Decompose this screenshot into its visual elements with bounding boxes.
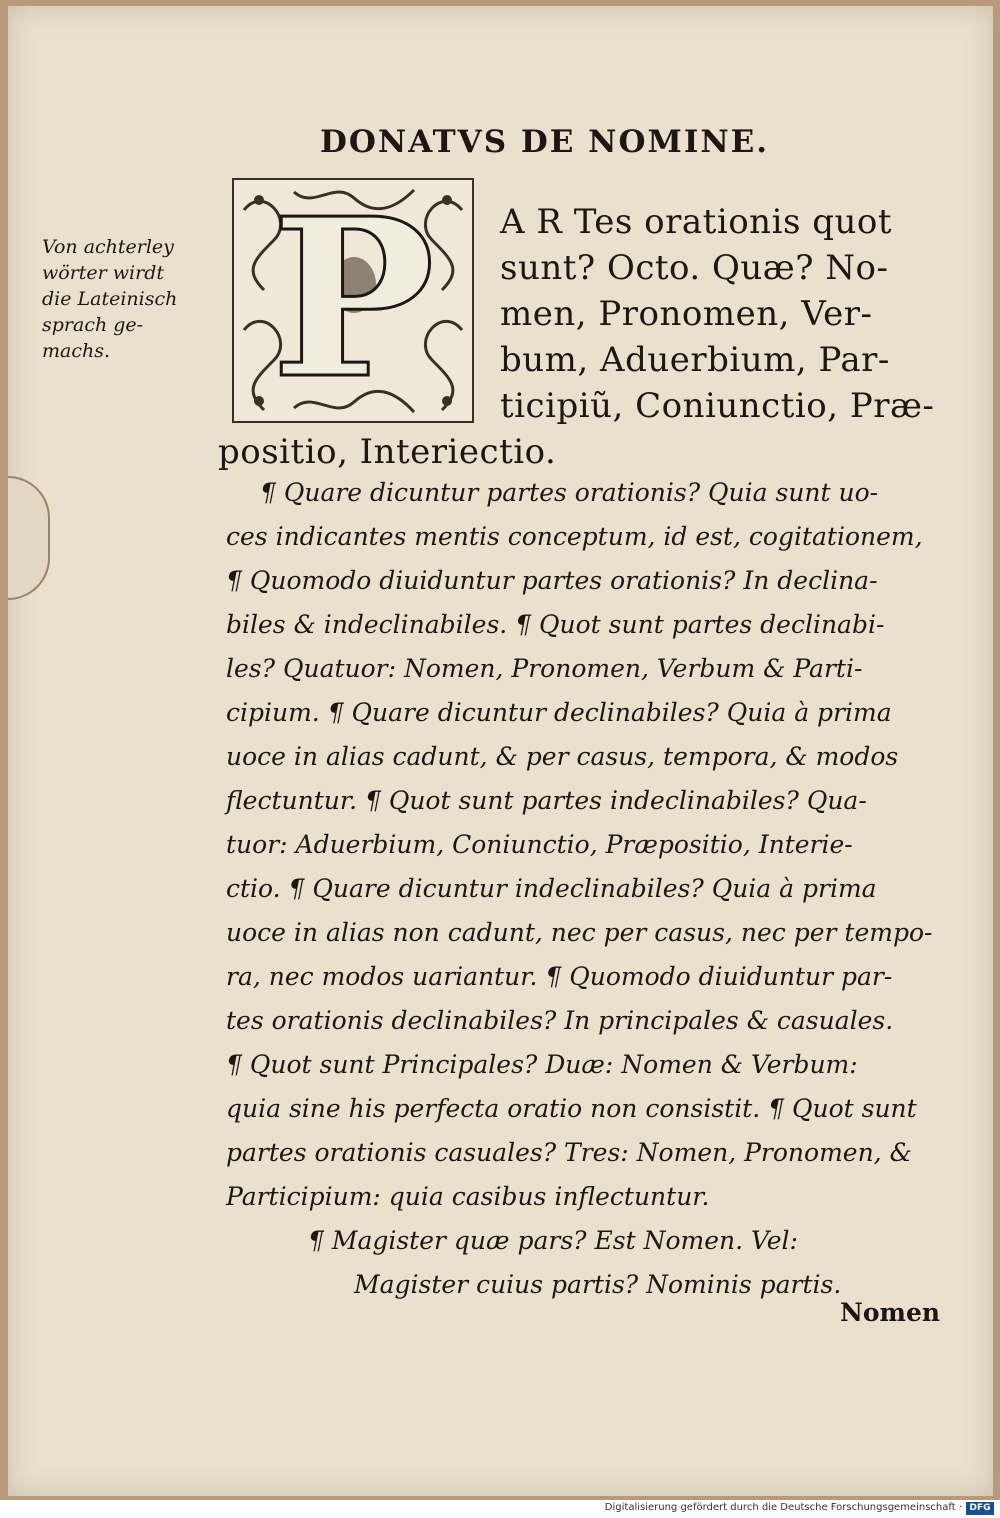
body-line: les? Quatuor: Nomen, Pronomen, Verbum & Parti- <box>226 654 863 683</box>
margin-note-line: die Lateinisch <box>42 288 178 310</box>
body-line: tuor: Aduerbium, Coniunctio, Præpositio, Interie- <box>226 830 853 859</box>
page-tab <box>8 476 50 600</box>
body-line: cipium. ¶ Quare dicuntur declinabiles? Quia à prima <box>226 698 892 727</box>
decorated-initial <box>232 171 474 427</box>
body-line: uoce in alias non cadunt, nec per casus, nec per tempo- <box>226 918 933 947</box>
credit-text: Digitalisierung gefördert durch die Deutsche Forschungsgemeinschaft · <box>604 1502 962 1513</box>
body-line: ¶ Quare dicuntur partes orationis? Quia sunt uo- <box>260 478 879 507</box>
opening-line: A R Tes orationis quot <box>500 202 893 242</box>
body-line: Participium: quia casibus inflectuntur. <box>226 1182 710 1211</box>
opening-line: sunt? Octo. Quæ? No- <box>500 248 889 288</box>
closing-line: Magister cuius partis? Nominis partis. <box>354 1270 842 1299</box>
margin-note <box>42 234 222 364</box>
digitization-credit-bar <box>0 1500 1000 1518</box>
body-line: ra, nec modos uariantur. ¶ Quomodo diuiduntur par- <box>226 962 893 991</box>
body-line: ces indicantes mentis conceptum, id est, cogitationem, <box>226 522 923 551</box>
opening-line: positio, Interiectio. <box>218 432 557 472</box>
body-line: flectuntur. ¶ Quot sunt partes indeclinabiles? Qua- <box>226 786 867 815</box>
body-line: uoce in alias cadunt, & per casus, tempora, & modos <box>226 742 899 771</box>
margin-note-line: machs. <box>42 340 111 362</box>
body-line: ¶ Quomodo diuiduntur partes orationis? In declina- <box>226 566 878 595</box>
catchword: Nomen <box>840 1298 941 1327</box>
opening-line: bum, Aduerbium, Par- <box>500 340 890 380</box>
margin-note-line: sprach ge- <box>42 314 144 336</box>
body-line: tes orationis declinabiles? In principales & casuales. <box>226 1006 894 1035</box>
margin-note-line: Von achterley <box>42 236 174 258</box>
body-line: ¶ Quot sunt Principales? Duæ: Nomen & Verbum: <box>226 1050 858 1079</box>
body-line: quia sine his perfecta oratio non consistit. ¶ Quot sunt <box>226 1094 917 1123</box>
opening-line: ticipiũ, Coniunctio, Præ- <box>500 386 935 426</box>
body-line: ctio. ¶ Quare dicuntur indeclinabiles? Quia à prima <box>226 874 877 903</box>
closing-line: ¶ Magister quæ pars? Est Nomen. Vel: <box>308 1226 798 1255</box>
opening-line: men, Pronomen, Ver- <box>500 294 873 334</box>
body-line: biles & indeclinabiles. ¶ Quot sunt partes declinabi- <box>226 610 885 639</box>
body-line: partes orationis casuales? Tres: Nomen, Pronomen, & <box>226 1138 912 1167</box>
book-page <box>8 6 993 1496</box>
running-head: DONATVS DE NOMINE. <box>320 124 770 160</box>
margin-note-line: wörter wirdt <box>42 262 165 284</box>
dfg-logo: DFG <box>966 1502 994 1515</box>
initial-letter: P <box>271 171 435 427</box>
